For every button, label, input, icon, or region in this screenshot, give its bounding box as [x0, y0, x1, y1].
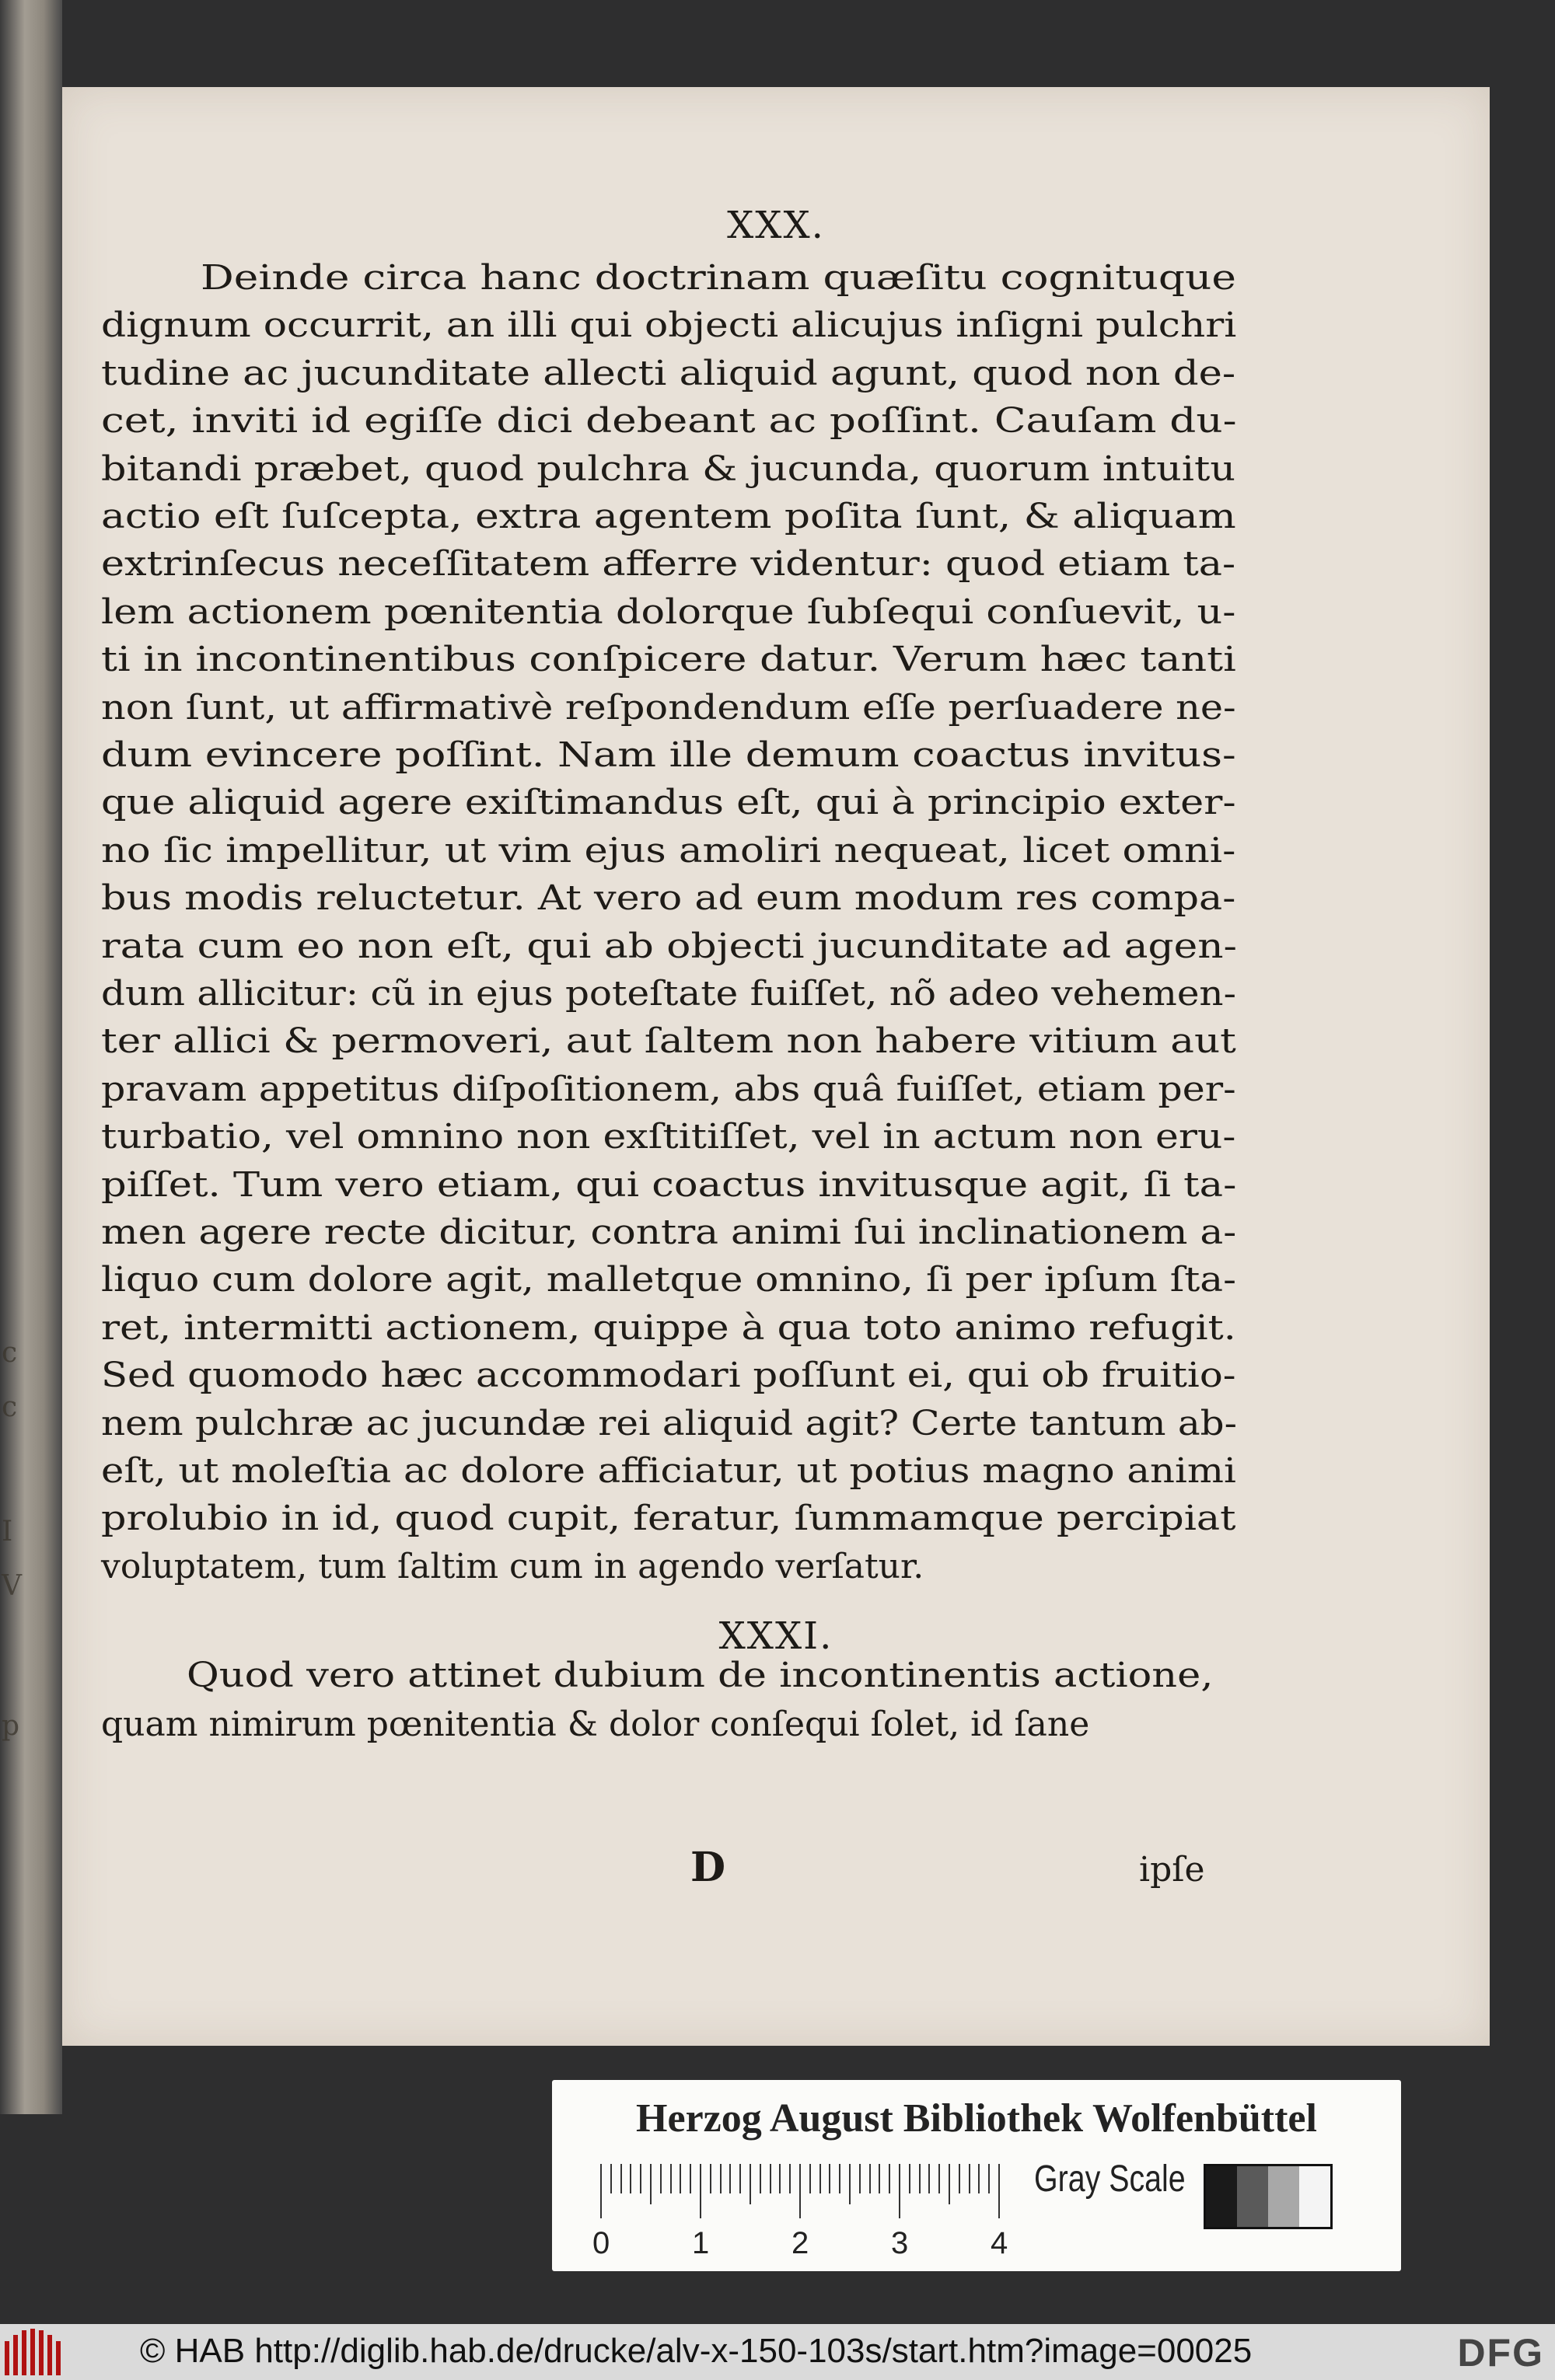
ruler-tick [789, 2164, 791, 2193]
gray-patch [1299, 2166, 1330, 2227]
logo-bar [47, 2335, 52, 2375]
ruler-tick [779, 2164, 781, 2193]
ruler-tick [710, 2164, 711, 2193]
ruler-tick [670, 2164, 672, 2193]
catchword: ipſe [1139, 1850, 1205, 1890]
footer-bar [0, 2324, 1555, 2380]
text-line: dum evincere poſſint. Nam ille demum coactus invitus- [101, 735, 1236, 775]
gray-scale-label: Gray Scale [1034, 2158, 1186, 2200]
signature-mark: D [690, 1844, 726, 1891]
ruler-tick [809, 2164, 811, 2193]
ruler-tick [909, 2164, 910, 2193]
text-line: nem pulchræ ac jucundæ rei aliquid agit? Certe tantum ab- [101, 1403, 1237, 1443]
logo-bar [56, 2341, 61, 2375]
ruler [592, 2164, 1020, 2265]
text-line: no ſic impellitur, ut vim ejus amoliri nequeat, licet omni- [101, 830, 1236, 871]
ruler-tick [859, 2164, 861, 2193]
text-line: ret, intermitti actionem, quippe à qua toto animo refugit. [101, 1307, 1236, 1348]
edge-fragment: V [2, 1570, 22, 1602]
ruler-tick [729, 2164, 731, 2193]
gray-scale-patches [1204, 2164, 1333, 2229]
ruler-tick [829, 2164, 830, 2193]
ruler-number: 1 [692, 2226, 710, 2260]
ruler-tick [869, 2164, 871, 2193]
ruler-tick [680, 2164, 681, 2193]
ruler-number: 4 [991, 2226, 1008, 2260]
ruler-tick [919, 2164, 921, 2193]
color-scale-card [552, 2080, 1401, 2271]
ruler-tick [620, 2164, 622, 2193]
edge-fragment: p [2, 1710, 20, 1742]
logo-bar [22, 2330, 26, 2375]
ruler-number: 3 [891, 2226, 909, 2260]
ruler-tick [819, 2164, 821, 2193]
logo-bar [30, 2329, 35, 2375]
text-line: quam nimirum pœnitentia & dolor conſequi ſolet, id ſane [101, 1705, 1090, 1744]
text-line: voluptatem, tum ſaltim cum in agendo verſatur. [101, 1546, 924, 1586]
ruler-tick [650, 2164, 652, 2204]
ruler-tick [660, 2164, 662, 2193]
ruler-tick [600, 2164, 602, 2218]
text-line: non ſunt, ut affirmativè reſpondendum eſſe perſuadere ne- [101, 687, 1236, 728]
text-line: dignum occurrit, an illi qui objecti alicujus inſigni pulchri [101, 305, 1237, 346]
ruler-tick [938, 2164, 940, 2193]
text-line: men agere recte dicitur, contra animi ſui inclinationem a- [101, 1213, 1237, 1252]
text-line: piſſet. Tum vero etiam, qui coactus invitusque agit, ſi ta- [101, 1164, 1237, 1205]
hab-logo-icon [5, 2329, 67, 2375]
text-line: liquo cum dolore agit, malletque omnino, ſi per ipſum ſta- [101, 1260, 1236, 1300]
ruler-tick [949, 2164, 950, 2204]
ruler-tick [720, 2164, 722, 2193]
ruler-tick [700, 2164, 701, 2218]
text-line: turbatio, vel omnino non exſtitiſſet, vel in actum non eru- [101, 1117, 1236, 1157]
edge-fragment: I [2, 1516, 13, 1548]
gray-patch [1268, 2166, 1299, 2227]
ruler-tick [849, 2164, 851, 2204]
text-line: eſt, ut moleſtia ac dolore afficiatur, ut potius magno animi [101, 1451, 1236, 1491]
text-line: lem actionem pœnitentia dolorque ſubſequi conſuevit, u- [101, 592, 1236, 632]
text-line: Sed quomodo hæc accommodari poſſunt ei, qui ob fruitio- [101, 1356, 1236, 1396]
text-line: prolubio in id, quod cupit, feratur, ſummamque percipiat [101, 1499, 1236, 1539]
text-line: tudine ac jucunditate allecti aliquid agunt, quod non de- [101, 353, 1236, 393]
ruler-tick [879, 2164, 880, 2193]
section-heading-xxx: XXX. [727, 204, 825, 247]
text-line: pravam appetitus diſpoſitionem, abs quâ fuiſſet, etiam per- [101, 1069, 1236, 1109]
text-line: ti in incontinentibus conſpicere datur. Verum hæc tanti [101, 640, 1236, 680]
text-line: dum allicitur: cũ in ejus poteſtate fuiſſet, nõ adeo vehemen- [101, 974, 1236, 1014]
ruler-tick [630, 2164, 631, 2193]
ruler-tick [739, 2164, 741, 2193]
text-line: bitandi præbet, quod pulchra & jucunda, quorum intuitu [101, 448, 1236, 489]
ruler-tick [640, 2164, 641, 2193]
ruler-tick [998, 2164, 1000, 2218]
text-line: bus modis reluctetur. At vero ad eum modum res compa- [101, 878, 1236, 919]
ruler-number: 2 [791, 2226, 809, 2260]
ruler-tick [760, 2164, 761, 2193]
ruler-tick [969, 2164, 970, 2193]
book-page [62, 87, 1490, 2046]
logo-bar [39, 2330, 44, 2375]
logo-bar [13, 2335, 18, 2375]
dfg-logo: DFG [1457, 2331, 1544, 2375]
text-line: extrinſecus neceſſitatem afferre videntur: quod etiam ta- [101, 544, 1236, 585]
ruler-tick [750, 2164, 751, 2204]
edge-fragment: c [2, 1391, 18, 1423]
gray-patch [1206, 2166, 1237, 2227]
ruler-tick [770, 2164, 771, 2193]
ruler-tick [899, 2164, 900, 2218]
adjacent-page-edge [0, 0, 62, 2114]
text-line: ter allici & permoveri, aut ſaltem non habere vitium aut [101, 1021, 1236, 1062]
ruler-tick [889, 2164, 890, 2193]
footer-url-text[interactable]: © HAB http://diglib.hab.de/drucke/alv-x-150-103s/start.htm?image=00025 [140, 2332, 1253, 2370]
text-line: Quod vero attinet dubium de incontinentis actione, [187, 1656, 1214, 1695]
section-heading-xxxi: XXXI. [718, 1614, 833, 1658]
ruler-tick [690, 2164, 691, 2193]
ruler-tick [959, 2164, 960, 2193]
text-line: cet, inviti id egiſſe dici debeant ac poſſint. Cauſam du- [101, 401, 1237, 441]
library-name: Herzog August Bibliothek Wolfenbüttel [636, 2096, 1317, 2141]
ruler-number: 0 [592, 2226, 610, 2260]
ruler-tick [928, 2164, 930, 2193]
text-line: Deinde circa hanc doctrinam quæſitu cognituque [201, 258, 1236, 298]
ruler-tick [978, 2164, 980, 2193]
logo-bar [5, 2341, 9, 2375]
gray-patch [1237, 2166, 1268, 2227]
edge-fragment: c [2, 1337, 18, 1369]
ruler-tick [799, 2164, 801, 2218]
ruler-tick [610, 2164, 612, 2193]
text-line: actio eſt ſuſcepta, extra agentem poſita ſunt, & aliquam [101, 497, 1236, 536]
ruler-tick [839, 2164, 840, 2193]
text-line: rata cum eo non eſt, qui ab objecti jucunditate ad agen- [101, 926, 1238, 966]
ruler-tick [988, 2164, 990, 2193]
text-line: que aliquid agere exiſtimandus eſt, qui à principio exter- [101, 783, 1236, 823]
